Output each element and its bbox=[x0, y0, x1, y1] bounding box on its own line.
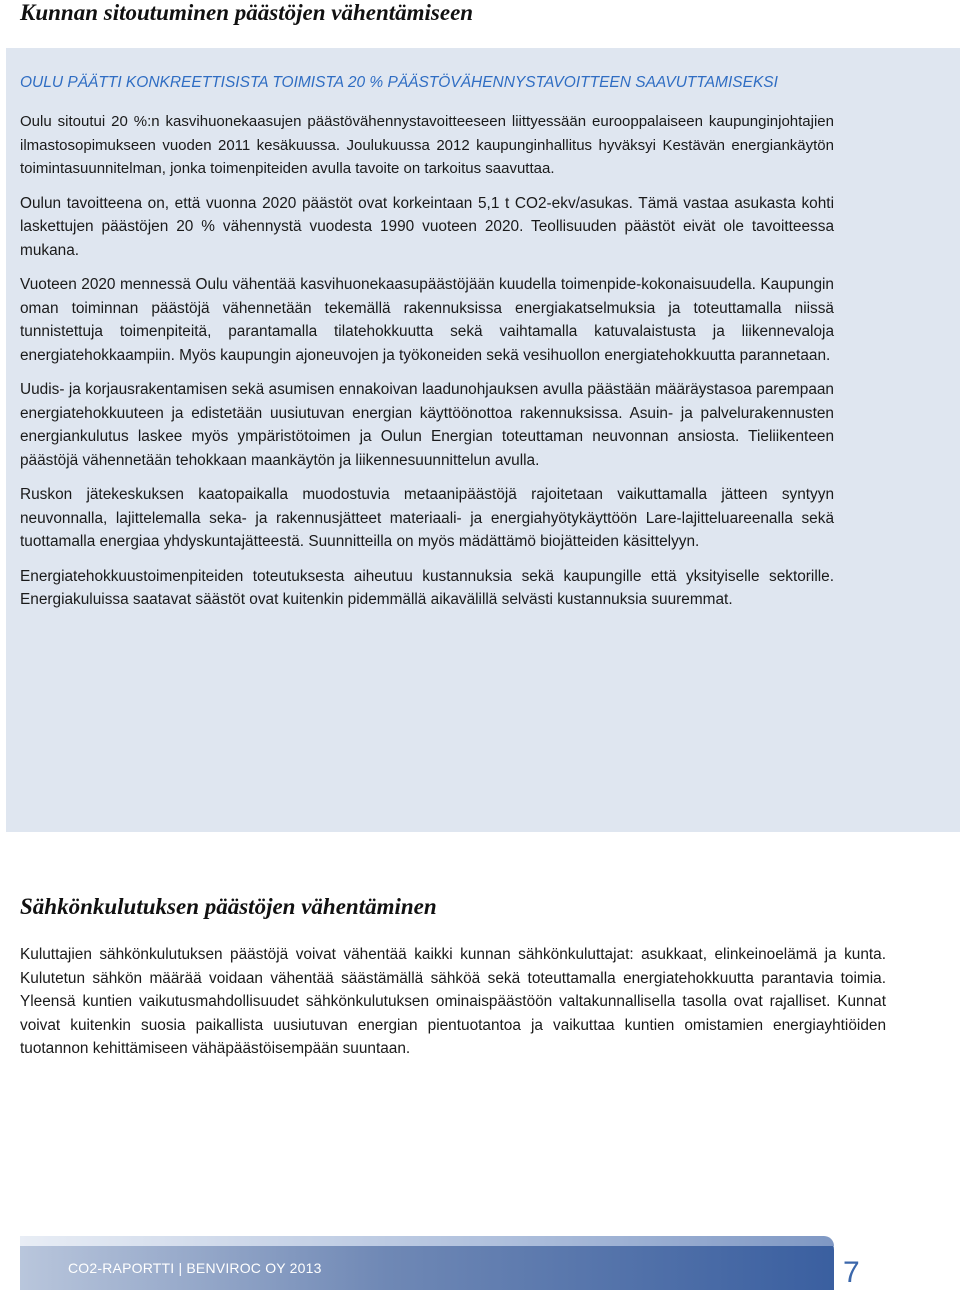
footer-text: CO2-RAPORTTI | BENVIROC OY 2013 bbox=[68, 1260, 322, 1276]
box-paragraph: Energiatehokkuustoimenpiteiden toteutuksesta aiheutuu kustannuksia sekä kaupungille että yksityiselle sektorille. Energiakuluissa saatavat säästöt ovat kuitenkin pidemmällä aikavälillä selvästi kustannuksia suuremmat. bbox=[20, 567, 834, 608]
box-paragraph: Vuoteen 2020 mennessä Oulu vähentää kasvihuonekaasupäästöjään kuudella toimenpide-kokonaisuudella. Kaupungin oman toiminnan päästöjä vähennetään tekemällä rakennuksissa energiakatselmuksia ja toteuttamalla niissä tunnistettuja toimenpiteitä, parantamalla tilatehokkuutta sekä vaihtamalla katuvalaistusta ja liikennevaloja energiatehokkaampiin. Myös kaupungin ajoneuvojen ja työkoneiden sekä vesihuollon energiatehokkuutta parannetaan. bbox=[20, 276, 834, 364]
box-paragraph: Oulun tavoitteena on, että vuonna 2020 päästöt ovat korkeintaan 5,1 t CO2-ekv/asukas. Tämä vastaa asukasta kohti laskettujen päästöjen 20 % vähennystä vuodesta 1990 vuoteen 2020. Teollisuuden päästöt eivät ole tavoitteessa mukana. bbox=[20, 194, 834, 259]
section-title-electricity: Sähkönkulutuksen päästöjen vähentäminen bbox=[20, 894, 437, 919]
box-heading: OULU PÄÄTTI KONKREETTISISTA TOIMISTA 20 % PÄÄSTÖVÄHENNYSTAVOITTEEN SAAVUTTAMISEKSI bbox=[20, 74, 778, 91]
box-paragraph: Ruskon jätekeskuksen kaatopaikalla muodostuvia metaanipäästöjä rajoitetaan vaikuttamalla jätteen syntyyn neuvonnalla, lajittelemalla seka- ja rakennusjätteet materiaali- ja energiahyötykäyttöön Lare-lajitteluareenalla sekä tuottamalla energiaa yhdyskuntajätteestä. Suunnitteilla on myös mädättämö biojätteiden käsittelyyn. bbox=[20, 486, 834, 550]
footer-bar bbox=[20, 1236, 834, 1290]
page-number: 7 bbox=[843, 1256, 860, 1289]
body-paragraph: Kuluttajien sähkönkulutuksen päästöjä voivat vähentää kaikki kunnan sähkönkuluttajat: asukkaat, elinkeinoelämä ja kunta. Kulutetun sähkön määrää voidaan vähentää säästämällä sähköä sekä toteuttamalla energiatehokkuutta parantavia toimia. Yleensä kuntien vaikutusmahdollisuudet sähkönkulutuksen ominaispäästöön valtakunnallisella tasolla ovat rajalliset. Kunnat voivat kuitenkin suosia paikallista uusiutuvan energian pientuotantoa ja vaikuttaa kuntien omistamien energiayhtiöiden tuotannon kehittämiseen vähäpäästöisempään suuntaan. bbox=[20, 946, 886, 1057]
electricity-section-body bbox=[20, 943, 886, 1072]
box-paragraph: Uudis- ja korjausrakentamisen sekä asumisen ennakoivan laadunohjauksen avulla päästään määräystasoa parempaan energiatehokkuuteen ja edistetään uusiutuvan energian käyttöönottoa rakennuksissa. Asuin- ja palvelurakennusten energiankulutus laskee myös ympäristötoimen ja Oulun Energian toteuttaman neuvonnan ansiosta. Tieliikenteen päästöjä vähennetään tehokkaan maankäytön ja liikennesuunnittelun avulla. bbox=[20, 381, 834, 469]
section-title-commitment: Kunnan sitoutuminen päästöjen vähentämiseen bbox=[20, 0, 474, 25]
box-paragraph: Oulu sitoutui 20 %:n kasvihuonekaasujen päästövähennystavoitteeseen liittyessään eurooppalaiseen kaupunginjohtajien ilmastosopimukseen vuoden 2011 kesäkuussa. Joulukuussa 2012 kaupunginhallitus hyväksyi Kestävän energiankäytön toimintasuunnitelman, jonka toimenpiteiden avulla tavoite on tarkoitus saavuttaa. bbox=[20, 113, 834, 177]
highlight-box bbox=[6, 48, 960, 832]
